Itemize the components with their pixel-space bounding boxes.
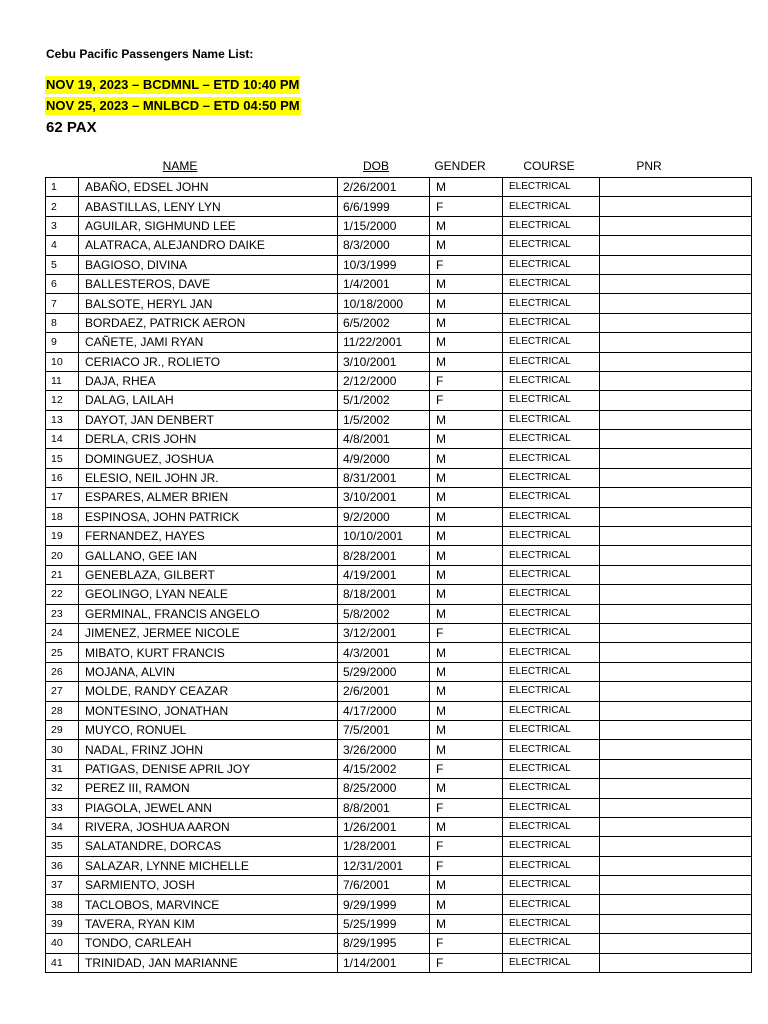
- row-number-cell: 36: [46, 856, 79, 875]
- date-of-birth-cell: 9/29/1999: [338, 895, 430, 914]
- column-header-gender: GENDER: [434, 159, 486, 173]
- passenger-name-cell: SALAZAR, LYNNE MICHELLE: [79, 856, 338, 875]
- passenger-name-cell: CERIACO JR., ROLIETO: [79, 352, 338, 371]
- table-row: [46, 682, 752, 701]
- row-number-cell: 34: [46, 817, 79, 836]
- pnr-cell: [600, 488, 752, 507]
- gender-cell: M: [430, 817, 503, 836]
- table-row: [46, 255, 752, 274]
- date-of-birth-cell: 4/19/2001: [338, 565, 430, 584]
- row-number-cell: 4: [46, 236, 79, 255]
- passenger-name-cell: GENEBLAZA, GILBERT: [79, 565, 338, 584]
- course-cell: ELECTRICAL: [503, 876, 600, 895]
- gender-cell: M: [430, 178, 503, 197]
- gender-cell: M: [430, 468, 503, 487]
- date-of-birth-cell: 12/31/2001: [338, 856, 430, 875]
- row-number-cell: 16: [46, 468, 79, 487]
- gender-cell: F: [430, 953, 503, 972]
- date-of-birth-cell: 8/31/2001: [338, 468, 430, 487]
- row-number-cell: 2: [46, 197, 79, 216]
- date-of-birth-cell: 5/25/1999: [338, 914, 430, 933]
- pnr-cell: [600, 294, 752, 313]
- gender-cell: M: [430, 643, 503, 662]
- gender-cell: M: [430, 352, 503, 371]
- table-row: [46, 236, 752, 255]
- date-of-birth-cell: 4/9/2000: [338, 449, 430, 468]
- row-number-cell: 20: [46, 546, 79, 565]
- course-cell: ELECTRICAL: [503, 934, 600, 953]
- row-number-cell: 19: [46, 527, 79, 546]
- date-of-birth-cell: 7/6/2001: [338, 876, 430, 895]
- date-of-birth-cell: 9/2/2000: [338, 507, 430, 526]
- gender-cell: M: [430, 274, 503, 293]
- pnr-cell: [600, 779, 752, 798]
- date-of-birth-cell: 4/3/2001: [338, 643, 430, 662]
- table-row: [46, 352, 752, 371]
- pnr-cell: [600, 701, 752, 720]
- gender-cell: F: [430, 255, 503, 274]
- pnr-cell: [600, 565, 752, 584]
- course-cell: ELECTRICAL: [503, 274, 600, 293]
- course-cell: ELECTRICAL: [503, 430, 600, 449]
- date-of-birth-cell: 8/28/2001: [338, 546, 430, 565]
- table-row: [46, 876, 752, 895]
- date-of-birth-cell: 11/22/2001: [338, 333, 430, 352]
- gender-cell: M: [430, 488, 503, 507]
- table-row: [46, 643, 752, 662]
- gender-cell: M: [430, 294, 503, 313]
- table-row: [46, 527, 752, 546]
- row-number-cell: 32: [46, 779, 79, 798]
- pnr-cell: [600, 546, 752, 565]
- table-row: [46, 391, 752, 410]
- passenger-name-cell: MOJANA, ALVIN: [79, 662, 338, 681]
- row-number-cell: 5: [46, 255, 79, 274]
- course-cell: ELECTRICAL: [503, 371, 600, 390]
- date-of-birth-cell: 6/6/1999: [338, 197, 430, 216]
- pnr-cell: [600, 876, 752, 895]
- passenger-name-cell: ALATRACA, ALEJANDRO DAIKE: [79, 236, 338, 255]
- passenger-name-cell: SARMIENTO, JOSH: [79, 876, 338, 895]
- course-cell: ELECTRICAL: [503, 313, 600, 332]
- row-number-cell: 39: [46, 914, 79, 933]
- course-cell: ELECTRICAL: [503, 507, 600, 526]
- passenger-name-cell: DERLA, CRIS JOHN: [79, 430, 338, 449]
- date-of-birth-cell: 4/17/2000: [338, 701, 430, 720]
- pnr-cell: [600, 643, 752, 662]
- passenger-name-cell: TONDO, CARLEAH: [79, 934, 338, 953]
- flight-outbound: NOV 19, 2023 – BCDMNL – ETD 10:40 PM: [46, 77, 300, 92]
- course-cell: ELECTRICAL: [503, 197, 600, 216]
- passenger-name-cell: MIBATO, KURT FRANCIS: [79, 643, 338, 662]
- passenger-name-cell: RIVERA, JOSHUA AARON: [79, 817, 338, 836]
- passenger-name-cell: DAJA, RHEA: [79, 371, 338, 390]
- gender-cell: F: [430, 371, 503, 390]
- table-row: [46, 371, 752, 390]
- passenger-name-cell: BALLESTEROS, DAVE: [79, 274, 338, 293]
- date-of-birth-cell: 5/8/2002: [338, 604, 430, 623]
- pnr-cell: [600, 720, 752, 739]
- course-cell: ELECTRICAL: [503, 565, 600, 584]
- course-cell: ELECTRICAL: [503, 527, 600, 546]
- course-cell: ELECTRICAL: [503, 798, 600, 817]
- row-number-cell: 31: [46, 759, 79, 778]
- passenger-name-cell: DALAG, LAILAH: [79, 391, 338, 410]
- gender-cell: F: [430, 837, 503, 856]
- date-of-birth-cell: 5/1/2002: [338, 391, 430, 410]
- gender-cell: F: [430, 759, 503, 778]
- row-number-cell: 25: [46, 643, 79, 662]
- passenger-name-cell: DOMINGUEZ, JOSHUA: [79, 449, 338, 468]
- pnr-cell: [600, 759, 752, 778]
- passenger-name-cell: PATIGAS, DENISE APRIL JOY: [79, 759, 338, 778]
- course-cell: ELECTRICAL: [503, 546, 600, 565]
- passenger-name-cell: ESPINOSA, JOHN PATRICK: [79, 507, 338, 526]
- gender-cell: M: [430, 430, 503, 449]
- table-row: [46, 488, 752, 507]
- gender-cell: M: [430, 216, 503, 235]
- date-of-birth-cell: 2/26/2001: [338, 178, 430, 197]
- table-row: [46, 623, 752, 642]
- row-number-cell: 24: [46, 623, 79, 642]
- row-number-cell: 18: [46, 507, 79, 526]
- row-number-cell: 8: [46, 313, 79, 332]
- passenger-name-cell: BAGIOSO, DIVINA: [79, 255, 338, 274]
- pnr-cell: [600, 817, 752, 836]
- row-number-cell: 11: [46, 371, 79, 390]
- table-row: [46, 856, 752, 875]
- pnr-cell: [600, 527, 752, 546]
- course-cell: ELECTRICAL: [503, 488, 600, 507]
- pnr-cell: [600, 391, 752, 410]
- course-cell: ELECTRICAL: [503, 759, 600, 778]
- pnr-cell: [600, 662, 752, 681]
- passenger-name-cell: MOLDE, RANDY CEAZAR: [79, 682, 338, 701]
- passenger-name-cell: MUYCO, RONUEL: [79, 720, 338, 739]
- passenger-name-cell: DAYOT, JAN DENBERT: [79, 410, 338, 429]
- row-number-cell: 28: [46, 701, 79, 720]
- pnr-cell: [600, 313, 752, 332]
- pnr-cell: [600, 507, 752, 526]
- date-of-birth-cell: 8/25/2000: [338, 779, 430, 798]
- table-row: [46, 507, 752, 526]
- course-cell: ELECTRICAL: [503, 352, 600, 371]
- pnr-cell: [600, 837, 752, 856]
- table-row: [46, 740, 752, 759]
- pnr-cell: [600, 856, 752, 875]
- course-cell: ELECTRICAL: [503, 236, 600, 255]
- date-of-birth-cell: 10/10/2001: [338, 527, 430, 546]
- passenger-table: [45, 177, 752, 973]
- passenger-name-cell: AGUILAR, SIGHMUND LEE: [79, 216, 338, 235]
- table-row: [46, 662, 752, 681]
- table-row: [46, 604, 752, 623]
- table-row: [46, 546, 752, 565]
- passenger-name-cell: ELESIO, NEIL JOHN JR.: [79, 468, 338, 487]
- row-number-cell: 17: [46, 488, 79, 507]
- passenger-name-cell: GALLANO, GEE IAN: [79, 546, 338, 565]
- document-title: Cebu Pacific Passengers Name List:: [46, 47, 254, 61]
- passenger-name-cell: PEREZ III, RAMON: [79, 779, 338, 798]
- table-row: [46, 565, 752, 584]
- course-cell: ELECTRICAL: [503, 662, 600, 681]
- date-of-birth-cell: 10/3/1999: [338, 255, 430, 274]
- date-of-birth-cell: 3/26/2000: [338, 740, 430, 759]
- gender-cell: M: [430, 779, 503, 798]
- gender-cell: F: [430, 934, 503, 953]
- pnr-cell: [600, 197, 752, 216]
- row-number-cell: 12: [46, 391, 79, 410]
- course-cell: ELECTRICAL: [503, 682, 600, 701]
- pnr-cell: [600, 410, 752, 429]
- course-cell: ELECTRICAL: [503, 914, 600, 933]
- date-of-birth-cell: 2/12/2000: [338, 371, 430, 390]
- course-cell: ELECTRICAL: [503, 294, 600, 313]
- date-of-birth-cell: 5/29/2000: [338, 662, 430, 681]
- pnr-cell: [600, 371, 752, 390]
- pnr-cell: [600, 255, 752, 274]
- course-cell: ELECTRICAL: [503, 953, 600, 972]
- gender-cell: M: [430, 876, 503, 895]
- date-of-birth-cell: 1/5/2002: [338, 410, 430, 429]
- course-cell: ELECTRICAL: [503, 216, 600, 235]
- course-cell: ELECTRICAL: [503, 623, 600, 642]
- pnr-cell: [600, 333, 752, 352]
- column-header-name: NAME: [162, 159, 198, 173]
- table-row: [46, 585, 752, 604]
- pnr-cell: [600, 178, 752, 197]
- table-row: [46, 779, 752, 798]
- row-number-cell: 6: [46, 274, 79, 293]
- row-number-cell: 1: [46, 178, 79, 197]
- table-row: [46, 914, 752, 933]
- gender-cell: M: [430, 740, 503, 759]
- pnr-cell: [600, 682, 752, 701]
- row-number-cell: 29: [46, 720, 79, 739]
- row-number-cell: 9: [46, 333, 79, 352]
- table-row: [46, 333, 752, 352]
- passenger-name-cell: ESPARES, ALMER BRIEN: [79, 488, 338, 507]
- row-number-cell: 35: [46, 837, 79, 856]
- table-row: [46, 759, 752, 778]
- table-row: [46, 468, 752, 487]
- column-header-dob: DOB: [362, 159, 389, 173]
- row-number-cell: 37: [46, 876, 79, 895]
- pnr-cell: [600, 895, 752, 914]
- course-cell: ELECTRICAL: [503, 837, 600, 856]
- column-header-pnr: PNR: [636, 159, 662, 173]
- gender-cell: M: [430, 720, 503, 739]
- passenger-name-cell: JIMENEZ, JERMEE NICOLE: [79, 623, 338, 642]
- date-of-birth-cell: 10/18/2000: [338, 294, 430, 313]
- pnr-cell: [600, 449, 752, 468]
- date-of-birth-cell: 8/18/2001: [338, 585, 430, 604]
- passenger-name-cell: ABAÑO, EDSEL JOHN: [79, 178, 338, 197]
- course-cell: ELECTRICAL: [503, 468, 600, 487]
- pnr-cell: [600, 798, 752, 817]
- passenger-name-cell: BALSOTE, HERYL JAN: [79, 294, 338, 313]
- date-of-birth-cell: 8/29/1995: [338, 934, 430, 953]
- course-cell: ELECTRICAL: [503, 643, 600, 662]
- row-number-cell: 38: [46, 895, 79, 914]
- table-row: [46, 701, 752, 720]
- pnr-cell: [600, 623, 752, 642]
- pnr-cell: [600, 914, 752, 933]
- course-cell: ELECTRICAL: [503, 604, 600, 623]
- pnr-cell: [600, 585, 752, 604]
- gender-cell: M: [430, 585, 503, 604]
- gender-cell: M: [430, 527, 503, 546]
- table-row: [46, 294, 752, 313]
- passenger-name-cell: FERNANDEZ, HAYES: [79, 527, 338, 546]
- course-cell: ELECTRICAL: [503, 333, 600, 352]
- row-number-cell: 26: [46, 662, 79, 681]
- row-number-cell: 10: [46, 352, 79, 371]
- table-row: [46, 274, 752, 293]
- date-of-birth-cell: 8/8/2001: [338, 798, 430, 817]
- date-of-birth-cell: 4/8/2001: [338, 430, 430, 449]
- row-number-cell: 23: [46, 604, 79, 623]
- row-number-cell: 22: [46, 585, 79, 604]
- course-cell: ELECTRICAL: [503, 779, 600, 798]
- date-of-birth-cell: 1/26/2001: [338, 817, 430, 836]
- row-number-cell: 40: [46, 934, 79, 953]
- table-row: [46, 178, 752, 197]
- pnr-cell: [600, 953, 752, 972]
- date-of-birth-cell: 1/15/2000: [338, 216, 430, 235]
- row-number-cell: 41: [46, 953, 79, 972]
- row-number-cell: 21: [46, 565, 79, 584]
- table-row: [46, 313, 752, 332]
- course-cell: ELECTRICAL: [503, 895, 600, 914]
- date-of-birth-cell: 1/4/2001: [338, 274, 430, 293]
- date-of-birth-cell: 4/15/2002: [338, 759, 430, 778]
- table-row: [46, 430, 752, 449]
- table-row: [46, 449, 752, 468]
- pnr-cell: [600, 604, 752, 623]
- date-of-birth-cell: 1/28/2001: [338, 837, 430, 856]
- pnr-cell: [600, 236, 752, 255]
- table-row: [46, 410, 752, 429]
- row-number-cell: 15: [46, 449, 79, 468]
- passenger-name-cell: CAÑETE, JAMI RYAN: [79, 333, 338, 352]
- passenger-name-cell: MONTESINO, JONATHAN: [79, 701, 338, 720]
- table-row: [46, 953, 752, 972]
- course-cell: ELECTRICAL: [503, 449, 600, 468]
- gender-cell: M: [430, 682, 503, 701]
- gender-cell: M: [430, 507, 503, 526]
- table-row: [46, 197, 752, 216]
- date-of-birth-cell: 1/14/2001: [338, 953, 430, 972]
- pax-count: 62 PAX: [46, 119, 97, 136]
- course-cell: ELECTRICAL: [503, 701, 600, 720]
- passenger-name-cell: BORDAEZ, PATRICK AERON: [79, 313, 338, 332]
- passenger-name-cell: TACLOBOS, MARVINCE: [79, 895, 338, 914]
- row-number-cell: 13: [46, 410, 79, 429]
- passenger-name-cell: TAVERA, RYAN KIM: [79, 914, 338, 933]
- gender-cell: F: [430, 798, 503, 817]
- date-of-birth-cell: 3/10/2001: [338, 352, 430, 371]
- passenger-name-cell: TRINIDAD, JAN MARIANNE: [79, 953, 338, 972]
- pnr-cell: [600, 934, 752, 953]
- row-number-cell: 27: [46, 682, 79, 701]
- date-of-birth-cell: 7/5/2001: [338, 720, 430, 739]
- gender-cell: M: [430, 546, 503, 565]
- course-cell: ELECTRICAL: [503, 255, 600, 274]
- gender-cell: M: [430, 333, 503, 352]
- gender-cell: F: [430, 391, 503, 410]
- table-row: [46, 895, 752, 914]
- table-row: [46, 216, 752, 235]
- pnr-cell: [600, 216, 752, 235]
- row-number-cell: 3: [46, 216, 79, 235]
- passenger-name-cell: GEOLINGO, LYAN NEALE: [79, 585, 338, 604]
- date-of-birth-cell: 3/12/2001: [338, 623, 430, 642]
- course-cell: ELECTRICAL: [503, 720, 600, 739]
- date-of-birth-cell: 3/10/2001: [338, 488, 430, 507]
- row-number-cell: 14: [46, 430, 79, 449]
- row-number-cell: 33: [46, 798, 79, 817]
- gender-cell: M: [430, 449, 503, 468]
- row-number-cell: 30: [46, 740, 79, 759]
- table-row: [46, 934, 752, 953]
- course-cell: ELECTRICAL: [503, 856, 600, 875]
- passenger-name-cell: SALATANDRE, DORCAS: [79, 837, 338, 856]
- row-number-cell: 7: [46, 294, 79, 313]
- table-row: [46, 798, 752, 817]
- gender-cell: M: [430, 662, 503, 681]
- date-of-birth-cell: 2/6/2001: [338, 682, 430, 701]
- gender-cell: F: [430, 197, 503, 216]
- table-row: [46, 837, 752, 856]
- passenger-name-cell: ABASTILLAS, LENY LYN: [79, 197, 338, 216]
- course-cell: ELECTRICAL: [503, 740, 600, 759]
- flight-return: NOV 25, 2023 – MNLBCD – ETD 04:50 PM: [46, 98, 300, 113]
- pnr-cell: [600, 740, 752, 759]
- column-header-course: COURSE: [523, 159, 575, 173]
- gender-cell: M: [430, 236, 503, 255]
- pnr-cell: [600, 430, 752, 449]
- pnr-cell: [600, 352, 752, 371]
- course-cell: ELECTRICAL: [503, 585, 600, 604]
- gender-cell: M: [430, 313, 503, 332]
- gender-cell: M: [430, 410, 503, 429]
- pnr-cell: [600, 468, 752, 487]
- course-cell: ELECTRICAL: [503, 410, 600, 429]
- gender-cell: M: [430, 565, 503, 584]
- passenger-name-cell: GERMINAL, FRANCIS ANGELO: [79, 604, 338, 623]
- gender-cell: M: [430, 701, 503, 720]
- passenger-name-cell: NADAL, FRINZ JOHN: [79, 740, 338, 759]
- table-row: [46, 817, 752, 836]
- date-of-birth-cell: 8/3/2000: [338, 236, 430, 255]
- gender-cell: M: [430, 914, 503, 933]
- passenger-name-cell: PIAGOLA, JEWEL ANN: [79, 798, 338, 817]
- gender-cell: F: [430, 856, 503, 875]
- pnr-cell: [600, 274, 752, 293]
- gender-cell: M: [430, 895, 503, 914]
- course-cell: ELECTRICAL: [503, 817, 600, 836]
- gender-cell: F: [430, 623, 503, 642]
- gender-cell: M: [430, 604, 503, 623]
- date-of-birth-cell: 6/5/2002: [338, 313, 430, 332]
- course-cell: ELECTRICAL: [503, 178, 600, 197]
- passenger-table-body: [46, 178, 752, 973]
- course-cell: ELECTRICAL: [503, 391, 600, 410]
- table-row: [46, 720, 752, 739]
